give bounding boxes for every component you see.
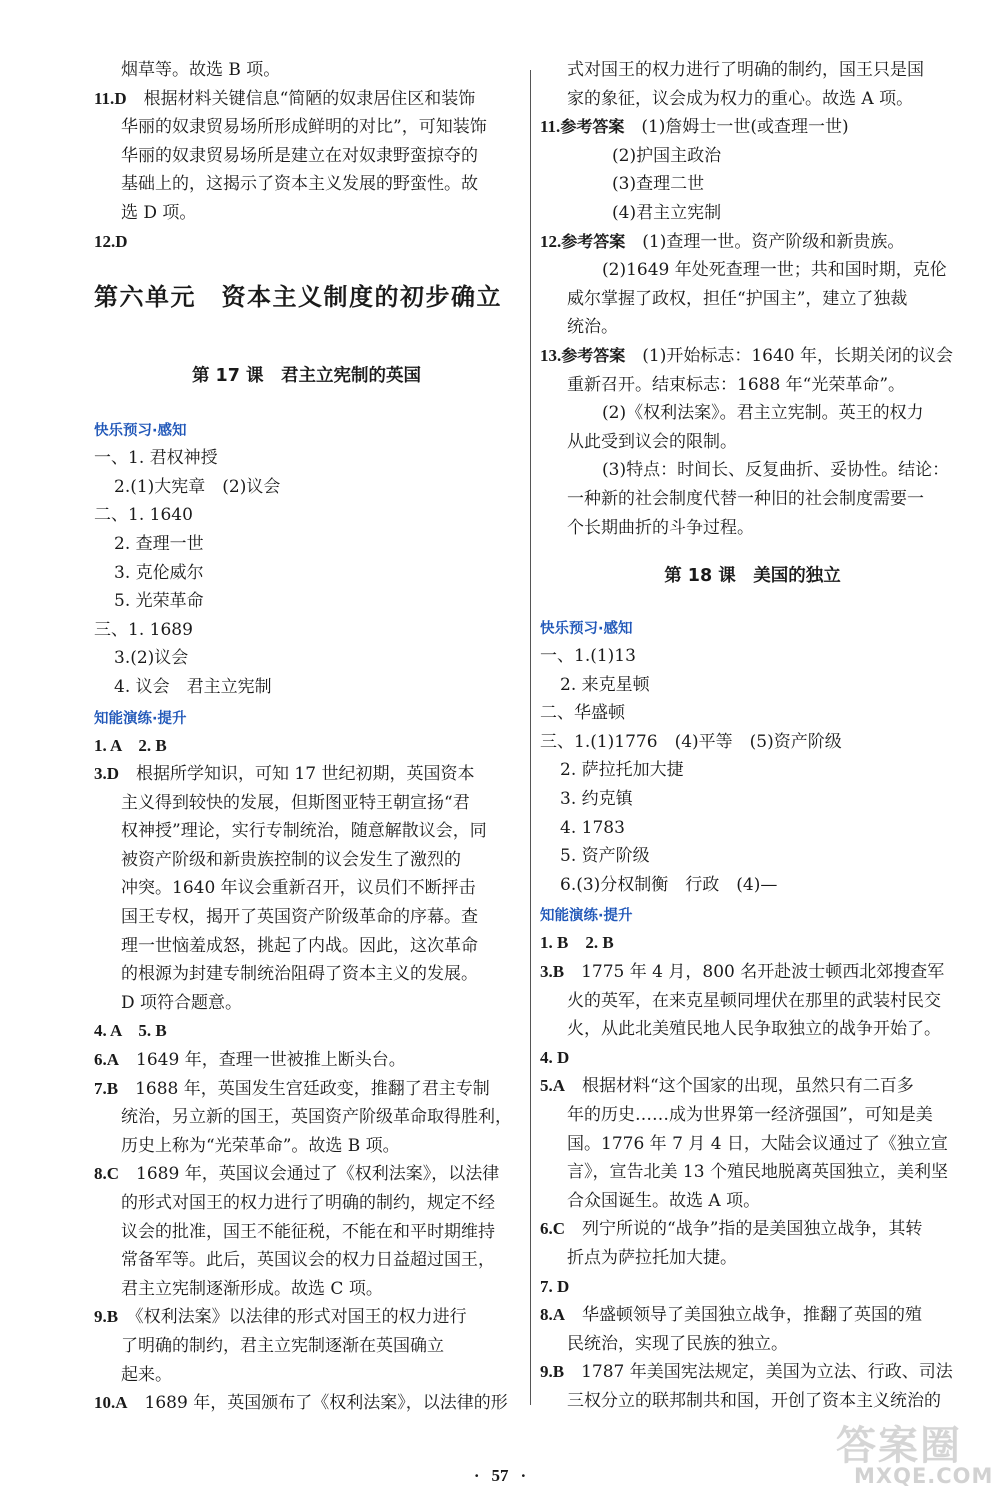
left-answer-3 (94, 760, 519, 1017)
preview-line: 三、1.(1)1776 (4)平等 (5)资产阶级 (540, 731, 842, 752)
left-answer-9 (94, 1303, 519, 1389)
question-number: 6. (540, 1219, 553, 1239)
right-answer-6 (540, 1215, 965, 1272)
left-answer-6 (94, 1046, 519, 1075)
answers-1-2: 1. A 2. B (94, 735, 167, 755)
section-preview-heading: 快乐预习·感知 (94, 423, 187, 440)
watermark-url: MXQE.COM (854, 1464, 994, 1488)
answer-choice: C (552, 1219, 566, 1239)
answer-text: 的形式对国王的权力进行了明确的制约，规定不经 (121, 1193, 495, 1213)
answer-text: 被资产阶级和新贵族控制的议会发生了激烈的 (121, 849, 461, 870)
preview-line: 2. 查理一世 (114, 533, 204, 554)
page-number-value: 57 (491, 1466, 509, 1485)
answer-text: 根据材料“这个国家的出现，虽然只有二百多 (582, 1076, 914, 1097)
answer-text: 从此受到议会的限制。 (567, 431, 737, 452)
lesson-18-title: 第 18 课 美国的独立 (664, 566, 841, 587)
question-number: 8. (94, 1164, 107, 1184)
answer-text: 一种新的社会制度代替一种旧的社会制度需要一 (567, 488, 924, 509)
answer-text: 国。1776 年 7 月 4 日，大陆会议通过了《独立宣 (567, 1133, 948, 1154)
preview-line: 一、1. 君权神授 (94, 448, 218, 469)
answer-4: 4. D (540, 1047, 570, 1067)
answer-text: (4)君主立宪制 (612, 202, 722, 223)
right-column (540, 56, 965, 1416)
right-line-1: 式对国王的权力进行了明确的制约，国王只是国 (567, 60, 924, 80)
answer-text: D 项符合题意。 (121, 992, 243, 1013)
left-line-1: 烟草等。故选 B 项。 (121, 60, 281, 80)
answer-text: (3)查理二世 (612, 174, 705, 195)
answer-text: 个长期曲折的斗争过程。 (567, 517, 754, 538)
question-number: 10. (94, 1393, 116, 1413)
answer-text: 统治，另立新的国王，英国资产阶级革命取得胜利， (121, 1107, 512, 1128)
answer-text: 《权利法案》以法律的形式对国王的权力进行 (135, 1307, 467, 1328)
preview-line: 三、1. 1689 (94, 619, 193, 640)
left-answer-8 (94, 1160, 519, 1303)
answers-1-2: 1. B 2. B (540, 933, 614, 953)
answer-text: (1)詹姆士一世(或查理一世) (641, 117, 849, 138)
section-practice-heading: 知能演练·提升 (540, 908, 633, 925)
answer-choice: A (552, 1305, 566, 1325)
left-answer-7 (94, 1075, 519, 1161)
question-number: 12. (540, 231, 562, 251)
answer-text: 历史上称为“光荣革命”。故选 B 项。 (121, 1135, 400, 1156)
preview-line: 二、1. 1640 (94, 505, 193, 526)
question-number: 13. (540, 345, 562, 365)
question-number: 12. (94, 231, 116, 251)
left-answer-11 (94, 85, 519, 228)
answer-choice: A (552, 1076, 566, 1096)
answer-text: 选 D 项。 (121, 202, 197, 223)
preview-line: 3. 克伦威尔 (114, 562, 204, 583)
answer-text: 统治。 (567, 317, 618, 338)
right-line-2: 家的象征，议会成为权力的重心。故选 A 项。 (567, 88, 914, 109)
lesson-17-title: 第 17 课 君主立宪制的英国 (191, 366, 422, 387)
watermark-text: 答案圈 (836, 1423, 962, 1469)
answer-text: (2)1649 年处死查理一世；共和国时期，克伦 (602, 260, 947, 281)
answer-text: 的根源为封建专制统治阻碍了资本主义的发展。 (121, 964, 478, 985)
preview-line: 3. 约克镇 (560, 789, 633, 810)
answer-text: (3)特点：时间长、反复曲折、妥协性。结论： (602, 460, 950, 481)
question-number: 3. (94, 764, 107, 784)
preview-line: 二、华盛顿 (540, 703, 625, 724)
right-answer-9 (540, 1358, 965, 1415)
answer-text: 威尔掌握了政权，担任“护国主”，建立了独裁 (567, 288, 908, 309)
answer-text: 1649 年，查理一世被推上断头台。 (136, 1050, 406, 1071)
answer-text: 1689 年，英国颁布了《权利法案》，以法律的形 (144, 1393, 508, 1414)
answer-choice: A (115, 1393, 128, 1413)
question-number: 9. (540, 1362, 553, 1382)
preview-line: 5. 资产阶级 (560, 846, 650, 867)
right-answer-11 (540, 113, 965, 227)
left-answer-12 (94, 228, 519, 257)
question-number: 7. (94, 1078, 107, 1098)
answer-text: 列宁所说的“战争”指的是美国独立战争，其转 (582, 1219, 923, 1240)
answer-text: 君主立宪制逐渐形成。故选 C 项。 (121, 1278, 383, 1299)
answer-text: 合众国诞生。故选 A 项。 (567, 1190, 761, 1211)
answer-text: (2)护国主政治 (612, 145, 722, 166)
answer-text: 根据材料关键信息“简陋的奴隶居住区和装饰 (143, 88, 476, 109)
reference-answer-label: 参考答案 (561, 345, 626, 365)
answer-text: 基础上的，这揭示了资本主义发展的野蛮性。故 (121, 174, 478, 195)
preview-line: 2. 萨拉托加大捷 (560, 760, 684, 781)
right-answer-12 (540, 228, 965, 342)
question-number: 8. (540, 1305, 553, 1325)
preview-line: 2.(1)大宪章 (2)议会 (114, 476, 281, 497)
left-column (94, 56, 519, 1418)
answer-text: 权神授”理论，实行专制统治，随意解散议会，同 (121, 821, 487, 842)
answer-text: 华盛顿领导了美国独立战争，推翻了英国的殖 (582, 1305, 923, 1326)
answer-choice: B (552, 962, 565, 982)
answer-choice: B (106, 1078, 119, 1098)
answer-text: 常备军等。此后，英国议会的权力日益超过国王， (121, 1250, 495, 1271)
question-number: 6. (94, 1050, 107, 1070)
section-practice-heading: 知能演练·提升 (94, 710, 187, 727)
answer-text: (1)查理一世。资产阶级和新贵族。 (642, 231, 905, 252)
question-number: 9. (94, 1307, 107, 1327)
preview-line: 4. 议会 君主立宪制 (114, 676, 272, 697)
preview-line: 3.(2)议会 (114, 648, 189, 669)
answer-text: (2)《权利法案》。君主立宪制。英王的权力 (602, 403, 924, 424)
answer-text: 根据所学知识，可知 17 世纪初期，英国资本 (136, 764, 475, 785)
question-number: 3. (540, 962, 553, 982)
left-answer-10 (94, 1389, 519, 1418)
answer-text: 了明确的制约，君主立宪制逐渐在英国确立 (121, 1335, 444, 1356)
answer-text: 主义得到较快的发展，但斯图亚特王朝宣扬“君 (121, 792, 470, 813)
answer-text: (1)开始标志：1640 年，长期关闭的议会 (642, 345, 954, 366)
answer-text: 三权分立的联邦制共和国，开创了资本主义统治的 (567, 1390, 941, 1411)
answer-choice: D (106, 764, 120, 784)
answer-text: 折点为萨拉托加大捷。 (567, 1247, 737, 1268)
answer-choice: D (115, 231, 128, 251)
column-divider (530, 70, 531, 1405)
answer-text: 1689 年，英国议会通过了《权利法案》，以法律 (136, 1164, 500, 1185)
answer-text: 华丽的奴隶贸易场所是建立在对奴隶野蛮掠夺的 (121, 145, 478, 166)
question-number: 5. (540, 1076, 553, 1096)
preview-line: 2. 来克星顿 (560, 674, 650, 695)
unit-title: 第六单元 资本主义制度的初步确立 (94, 283, 502, 312)
answer-text: 国王专权，揭开了英国资产阶级革命的序幕。查 (121, 907, 478, 928)
page-bullet: · (520, 1466, 527, 1485)
answer-text: 火的英军，在来克星顿同埋伏在那里的武装村民交 (567, 990, 941, 1011)
right-answer-3 (540, 958, 965, 1044)
answer-text: 1688 年，英国发生宫廷政变，推翻了君主专制 (135, 1078, 490, 1099)
answer-text: 言》，宣告北美 13 个殖民地脱离英国独立，美利坚 (567, 1162, 948, 1183)
answer-text: 年的历史……成为世界第一经济强国”，可知是美 (567, 1105, 933, 1125)
reference-answer-label: 参考答案 (561, 231, 626, 251)
reference-answer-label: 参考答案 (560, 117, 625, 137)
answer-text: 议会的批准，国王不能征税，不能在和平时期维持 (121, 1221, 495, 1242)
preview-line: 5. 光荣革命 (114, 591, 204, 612)
preview-line: 6.(3)分权制衡 行政 (4)— (560, 874, 778, 895)
answer-choice: C (106, 1164, 120, 1184)
section-preview-heading: 快乐预习·感知 (540, 621, 633, 638)
right-answer-13 (540, 342, 965, 542)
answers-4-5: 4. A 5. B (94, 1021, 167, 1041)
answer-choice: A (106, 1050, 120, 1070)
answer-text: 火，从此北美殖民地人民争取独立的战争开始了。 (567, 1019, 941, 1040)
answer-text: 华丽的奴隶贸易场所形成鲜明的对比”，可知装饰 (121, 117, 487, 138)
watermark-logo (830, 1410, 994, 1496)
answer-text: 冲突。1640 年议会重新召开，议员们不断抨击 (121, 878, 476, 899)
answer-text: 起来。 (121, 1364, 172, 1385)
answer-text: 1787 年美国宪法规定，美国为立法、行政、司法 (581, 1362, 953, 1383)
answer-choice: D (114, 88, 127, 108)
question-number: 11. (540, 117, 561, 137)
preview-line: 一、1.(1)13 (540, 646, 636, 667)
answer-text: 重新召开。结束标志：1688 年“光荣革命”。 (567, 374, 906, 395)
answer-text: 1775 年 4 月，800 名开赴波士顿西北郊搜查军 (581, 962, 945, 983)
question-number: 11. (94, 88, 115, 108)
page-bullet: · (473, 1466, 480, 1485)
preview-line: 4. 1783 (560, 817, 625, 838)
answer-choice: B (552, 1362, 565, 1382)
answer-text: 理一世恼羞成怒，挑起了内战。因此，这次革命 (121, 935, 478, 956)
answer-text: 民统治，实现了民族的独立。 (567, 1333, 788, 1354)
right-answer-5 (540, 1072, 965, 1215)
answer-7: 7. D (540, 1276, 570, 1296)
answer-choice: B (106, 1307, 119, 1327)
right-answer-8 (540, 1301, 965, 1358)
